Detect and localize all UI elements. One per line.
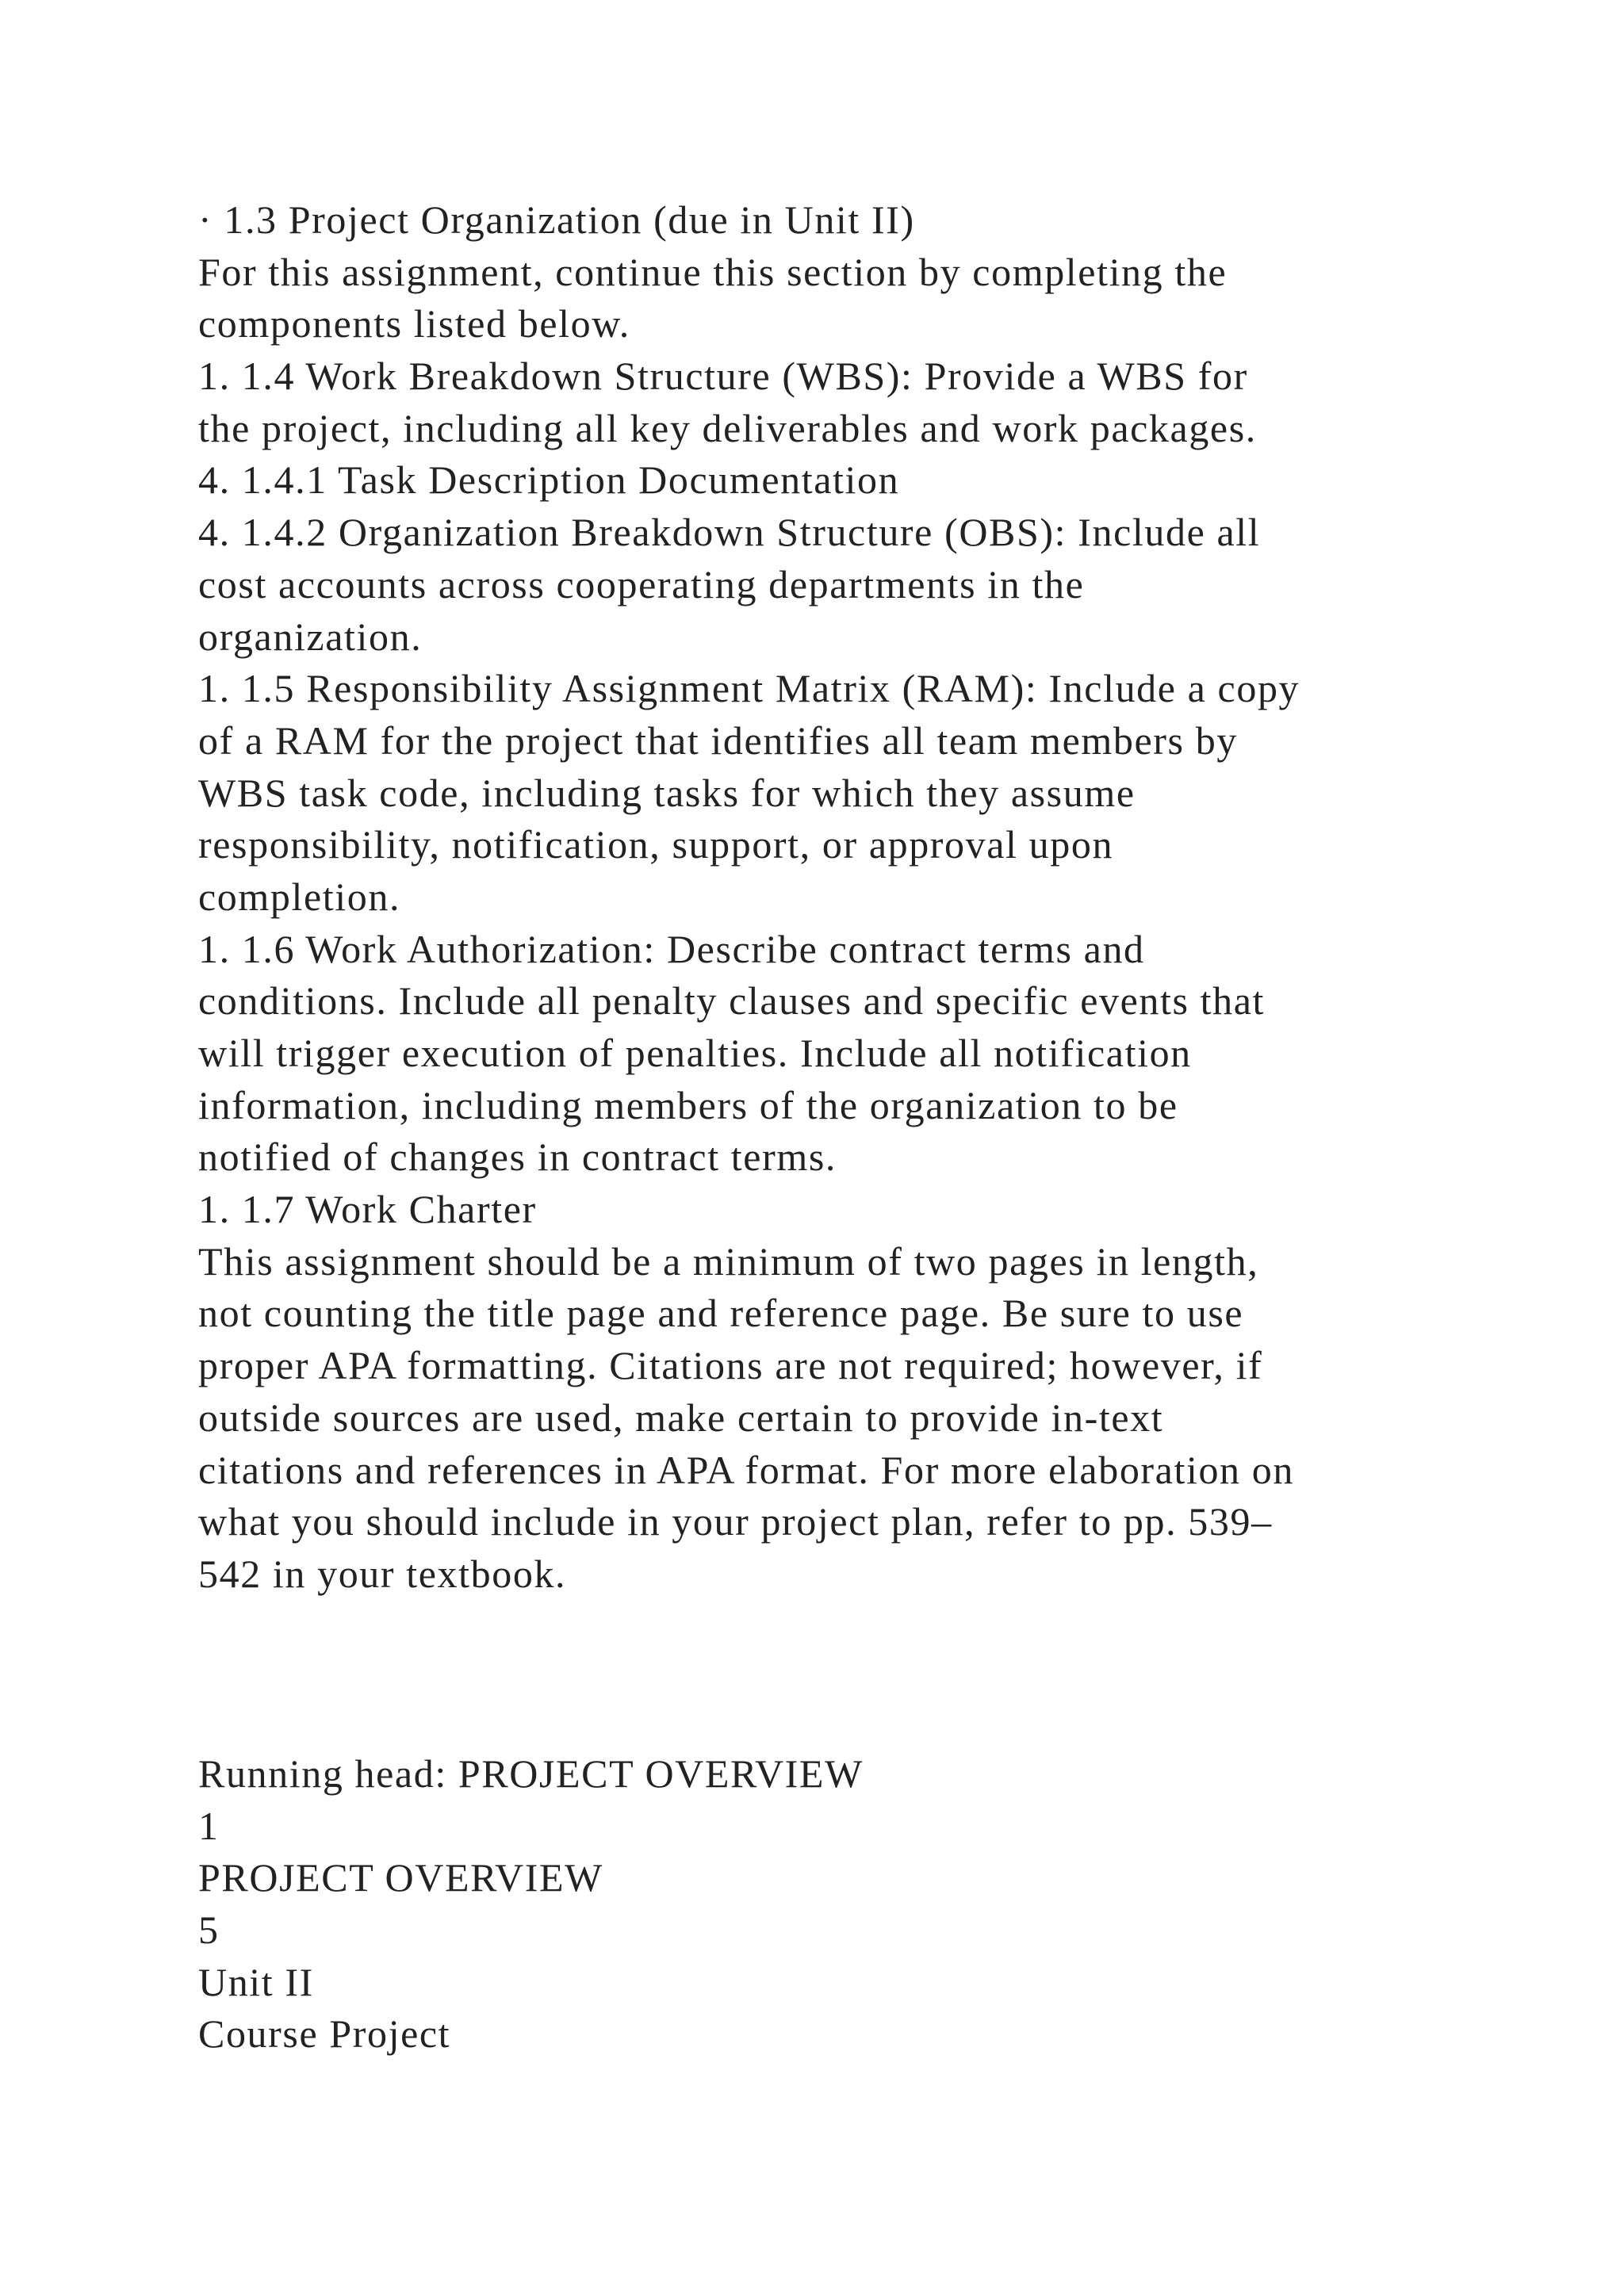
text-line: organization. bbox=[198, 614, 423, 659]
text-line: 4. 1.4.1 Task Description Documentation bbox=[198, 457, 900, 503]
text-line: 4. 1.4.2 Organization Breakdown Structure (OBS): Include all bbox=[198, 510, 1261, 555]
text-line: information, including members of the organization to be bbox=[198, 1082, 1178, 1127]
running-head: Running head: PROJECT OVERVIEW bbox=[198, 1751, 864, 1796]
assignment-instructions bbox=[198, 194, 1467, 1601]
text-line: proper APA formatting. Citations are not required; however, if bbox=[198, 1343, 1263, 1388]
page-number: 5 bbox=[198, 1908, 220, 1953]
text-line: 1. 1.4 Work Breakdown Structure (WBS): Provide a WBS for bbox=[198, 354, 1248, 399]
text-line: notified of changes in contract terms. bbox=[198, 1135, 837, 1180]
text-line: will trigger execution of penalties. Include all notification bbox=[198, 1031, 1192, 1075]
text-line: For this assignment, continue this section by completing the bbox=[198, 249, 1228, 294]
text-line: 1. 1.7 Work Charter bbox=[198, 1187, 537, 1232]
text-line: the project, including all key deliverables and work packages. bbox=[198, 405, 1257, 450]
text-line: what you should include in your project plan, refer to pp. 539– bbox=[198, 1499, 1273, 1544]
text-line: responsibility, notification, support, or approval upon bbox=[198, 822, 1114, 867]
text-line: This assignment should be a minimum of two pages in length, bbox=[198, 1238, 1259, 1284]
title-page-header bbox=[198, 1748, 1467, 2061]
text-line: citations and references in APA format. For more elaboration on bbox=[198, 1447, 1294, 1492]
text-line: 1. 1.5 Responsibility Assignment Matrix (RAM): Include a copy bbox=[198, 666, 1300, 711]
text-line: WBS task code, including tasks for which they assume bbox=[198, 770, 1136, 815]
page-number: 1 bbox=[198, 1803, 220, 1848]
text-line: 542 in your textbook. bbox=[198, 1551, 567, 1596]
text-line: 1. 1.6 Work Authorization: Describe contract terms and bbox=[198, 926, 1145, 971]
text-line: components listed below. bbox=[198, 301, 630, 346]
header-title: PROJECT OVERVIEW bbox=[198, 1855, 603, 1900]
course-project-label: Course Project bbox=[198, 2011, 451, 2057]
text-line: not counting the title page and reference page. Be sure to use bbox=[198, 1291, 1244, 1336]
text-line: cost accounts across cooperating departments in the bbox=[198, 561, 1085, 607]
text-line: conditions. Include all penalty clauses and specific events that bbox=[198, 978, 1266, 1024]
text-line: outside sources are used, make certain to provide in-text bbox=[198, 1395, 1164, 1440]
text-line: completion. bbox=[198, 874, 401, 919]
text-line: · 1.3 Project Organization (due in Unit II) bbox=[198, 197, 915, 242]
text-line: of a RAM for the project that identifies all team members by bbox=[198, 718, 1238, 763]
unit-label: Unit II bbox=[198, 1959, 314, 2004]
